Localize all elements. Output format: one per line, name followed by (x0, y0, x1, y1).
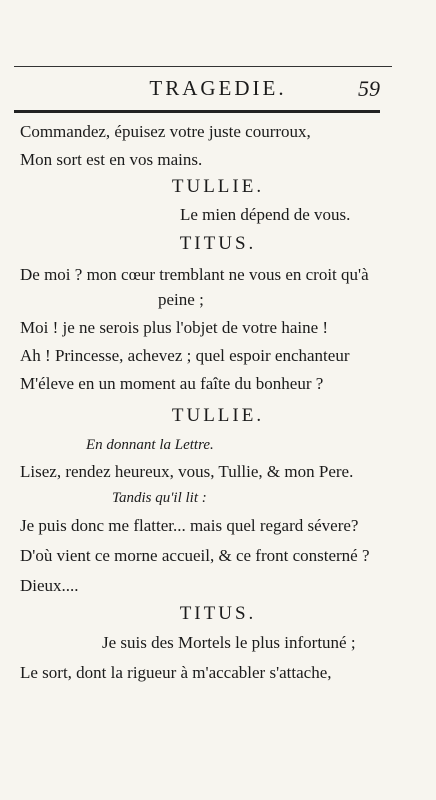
verse-line: D'où vient ce morne accueil, & ce front consterné ? (20, 546, 370, 565)
verse-line: Le sort, dont la rigueur à m'accabler s'attache, (20, 663, 332, 682)
page-number: 59 (358, 76, 380, 101)
stage-direction: En donnant la Lettre. (86, 437, 214, 453)
verse-line: Mon sort est en vos mains. (20, 150, 203, 169)
verse-line: Dieux.... (20, 576, 79, 595)
verse-line: peine ; (158, 290, 204, 309)
speaker-name: TULLIE. (171, 176, 265, 197)
verse-line: Lisez, rendez heureux, vous, Tullie, & mon Pere. (20, 462, 354, 481)
verse-line: Ah ! Princesse, achevez ; quel espoir enchanteur (20, 346, 350, 365)
running-title: TRAGEDIE. (149, 76, 287, 100)
stage-direction: Tandis qu'il lit : (112, 490, 207, 506)
verse-line: Le mien dépend de vous. (180, 205, 351, 224)
speaker-name: TULLIE. (171, 405, 265, 426)
speaker-name: TITUS. (179, 603, 257, 624)
verse-line: Je puis donc me flatter... mais quel regard sévere? (20, 516, 359, 535)
page-header (0, 66, 436, 116)
verse-line: De moi ? mon cœur tremblant ne vous en croit qu'à (20, 265, 369, 284)
verse-line: Moi ! je ne serois plus l'objet de votre haine ! (20, 318, 329, 337)
speaker-name: TITUS. (179, 233, 257, 254)
header-rule-top (14, 66, 392, 67)
verse-line: Je suis des Mortels le plus infortuné ; (102, 633, 356, 652)
verse-line: M'éleve en un moment au faîte du bonheur ? (20, 374, 324, 393)
verse-line: Commandez, épuisez votre juste courroux, (20, 122, 311, 141)
header-rule-bottom (14, 110, 380, 113)
